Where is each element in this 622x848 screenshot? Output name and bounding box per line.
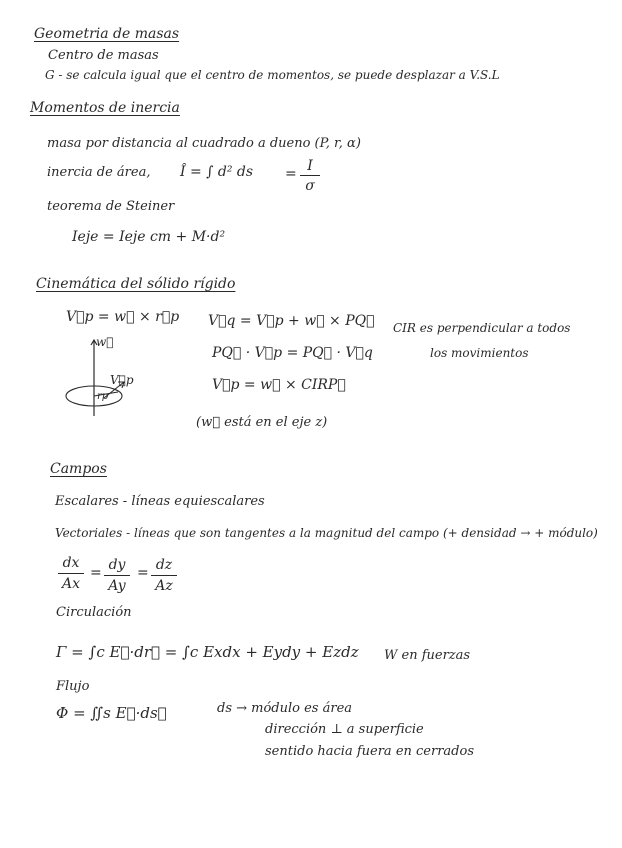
frac-eq-2: = — [137, 565, 149, 581]
fig-w-label: w⃗ — [96, 335, 114, 349]
inercia-equals: = — [285, 166, 297, 182]
inercia-num: I — [307, 158, 313, 174]
phi-formula: Φ = ∬s E⃗·ds⃗ — [56, 704, 167, 722]
frac2-bar — [104, 575, 130, 576]
frac3-num: dz — [155, 557, 173, 573]
heading-campos: Campos — [50, 461, 107, 477]
inercia-den: σ — [305, 178, 315, 194]
frac1-bar — [58, 573, 84, 574]
frac3-bar — [151, 575, 177, 576]
fig-vp-label: V⃗p — [110, 373, 134, 387]
frac-eq-1: = — [90, 565, 102, 581]
inercia-formula: Î = ∫ d² ds — [180, 164, 254, 180]
frac1-num: dx — [62, 555, 80, 571]
flujo-label: Flujo — [56, 679, 90, 694]
vp-formula: V⃗p = w⃗ × r⃗p — [66, 309, 180, 325]
direccion-line: dirección ⊥ a superficie — [265, 722, 424, 737]
vq-formula: V⃗q = V⃗p + w⃗ × PQ⃗ — [208, 313, 375, 329]
cir-note-2: los movimientos — [430, 346, 529, 360]
teorema-steiner: teorema de Steiner — [47, 199, 175, 214]
gamma-formula: Γ = ∫c E⃗·dr⃗ = ∫c Exdx + Eydy + Ezdz — [56, 643, 359, 661]
inercia-fraction-bar — [300, 175, 320, 176]
circulacion-label: Circulación — [56, 605, 132, 620]
g-line: G - se calcula igual que el centro de momentos, se puede desplazar a V.S.L — [45, 68, 500, 82]
heading-cinematica: Cinemática del sólido rígido — [36, 276, 236, 292]
sentido-line: sentido hacia fuera en cerrados — [265, 744, 474, 759]
masa-distancia: masa por distancia al cuadrado a dueno (P, r, α) — [47, 136, 361, 151]
ds-line: ds → módulo es área — [217, 701, 353, 716]
w-eje-z: (w⃗ está en el eje z) — [196, 415, 328, 430]
heading-momentos: Momentos de inercia — [30, 100, 180, 116]
w-en-fuerzas: W en fuerzas — [384, 648, 471, 663]
vectoriales-line: Vectoriales - líneas que son tangentes a la magnitud del campo (+ densidad → + módulo) — [55, 526, 598, 540]
centro-de-masas: Centro de masas — [48, 48, 159, 63]
vp-cir-formula: V⃗p = w⃗ × CIRP⃗ — [212, 377, 346, 393]
cir-note-1: CIR es perpendicular a todos — [393, 321, 571, 335]
inercia-label: inercia de área, — [47, 165, 151, 180]
frac3-den: Az — [155, 578, 173, 594]
frac2-den: Ay — [108, 578, 126, 594]
fig-rp-label: rp — [97, 391, 109, 402]
frac1-den: Ax — [61, 576, 80, 592]
heading-geometria: Geometria de masas — [34, 26, 180, 42]
steiner-formula: Ieje = Ieje cm + M·d² — [72, 229, 226, 245]
frac2-num: dy — [108, 557, 126, 573]
pq-formula: PQ⃗ · V⃗p = PQ⃗ · V⃗q — [212, 345, 373, 361]
escalares-line: Escalares - líneas equiescalares — [55, 494, 265, 509]
